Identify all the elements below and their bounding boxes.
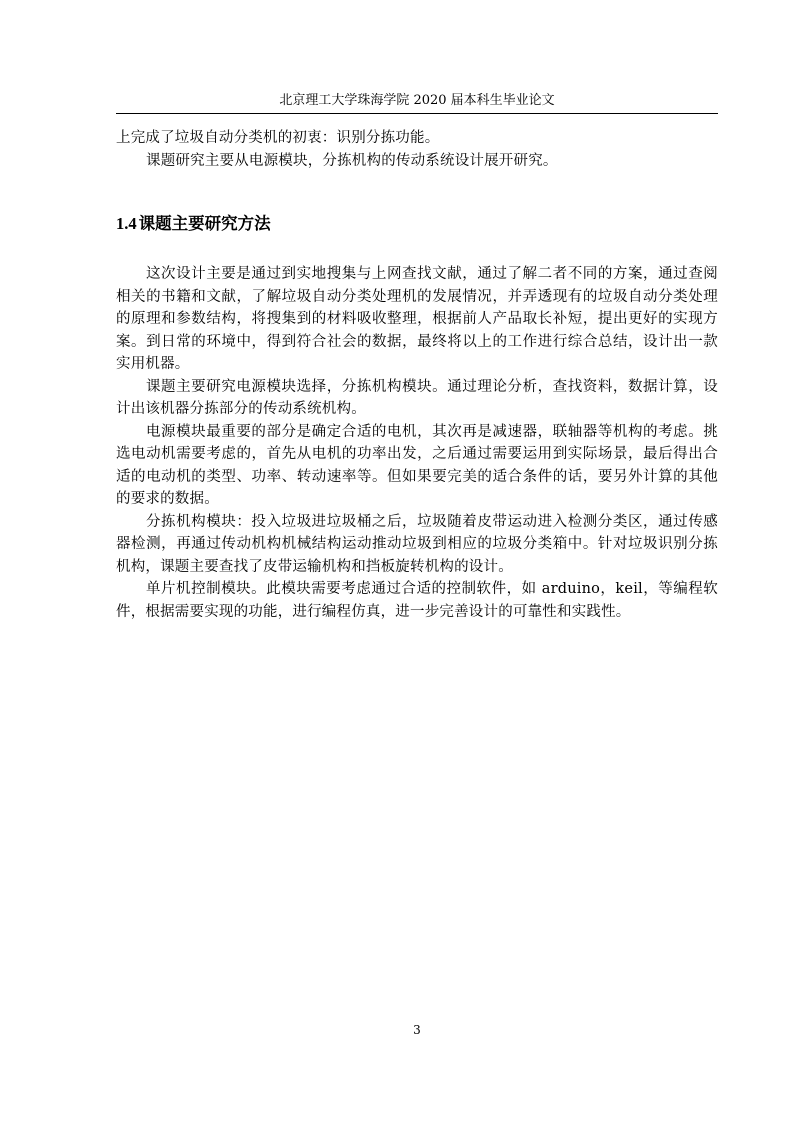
- section-body: [116, 263, 718, 623]
- section-heading: [116, 212, 718, 236]
- section-paragraph-5: 单片机控制模块。此模块需要考虑通过合适的控制软件，如 arduino，keil，等编程软件，根据需要实现的功能，进行编程仿真，进一步完善设计的可靠性和实践性。: [116, 581, 718, 620]
- intro-paragraph-2: 课题研究主要从电源模块，分拣机构的传动系统设计展开研究。: [146, 152, 558, 169]
- section-paragraph-1: 这次设计主要是通过到实地搜集与上网查找文献，通过了解二者不同的方案，通过查阅相关的书籍和文献，了解垃圾自动分类处理机的发展情况，并弄透现有的垃圾自动分类处理的原理和参数结构，将搜集到的材料吸收整理，根据前人产品取长补短，提出更好的实现方案。到日常的环境中，得到符合社会的数据，最终将以上的工作进行综合总结，设计出一款实用机器。: [116, 266, 718, 372]
- section-paragraph-3: 电源模块最重要的部分是确定合适的电机，其次再是减速器，联轴器等机构的考虑。挑选电动机需要考虑的，首先从电机的功率出发，之后通过需要运用到实际场景，最后得出合适的电动机的类型、功率、转动速率等。但如果要完美的适合条件的话，要另外计算的其他的要求的数据。: [116, 423, 718, 507]
- section-paragraph-4: 分拣机构模块：投入垃圾进垃圾桶之后，垃圾随着皮带运动进入检测分类区，通过传感器检测，再通过传动机构机械结构运动推动垃圾到相应的垃圾分类箱中。针对垃圾识别分拣机构，课题主要查找了皮带运输机构和挡板旋转机构的设计。: [116, 513, 718, 575]
- intro-paragraph-1: 上完成了垃圾自动分类机的初衷：识别分拣功能。: [116, 130, 440, 146]
- page-body: [116, 127, 718, 623]
- running-header: 北京理工大学珠海学院 2020 届本科生毕业论文: [279, 93, 555, 108]
- header-divider: [116, 113, 718, 114]
- section-title: 课题主要研究方法: [138, 214, 271, 233]
- page-number: 3: [413, 1023, 421, 1037]
- section-paragraph-2: 课题主要研究电源模块选择，分拣机构模块。通过理论分析，查找资料，数据计算，设计出该机器分拣部分的传动系统机构。: [116, 378, 718, 417]
- section-number: 1.4: [116, 214, 137, 233]
